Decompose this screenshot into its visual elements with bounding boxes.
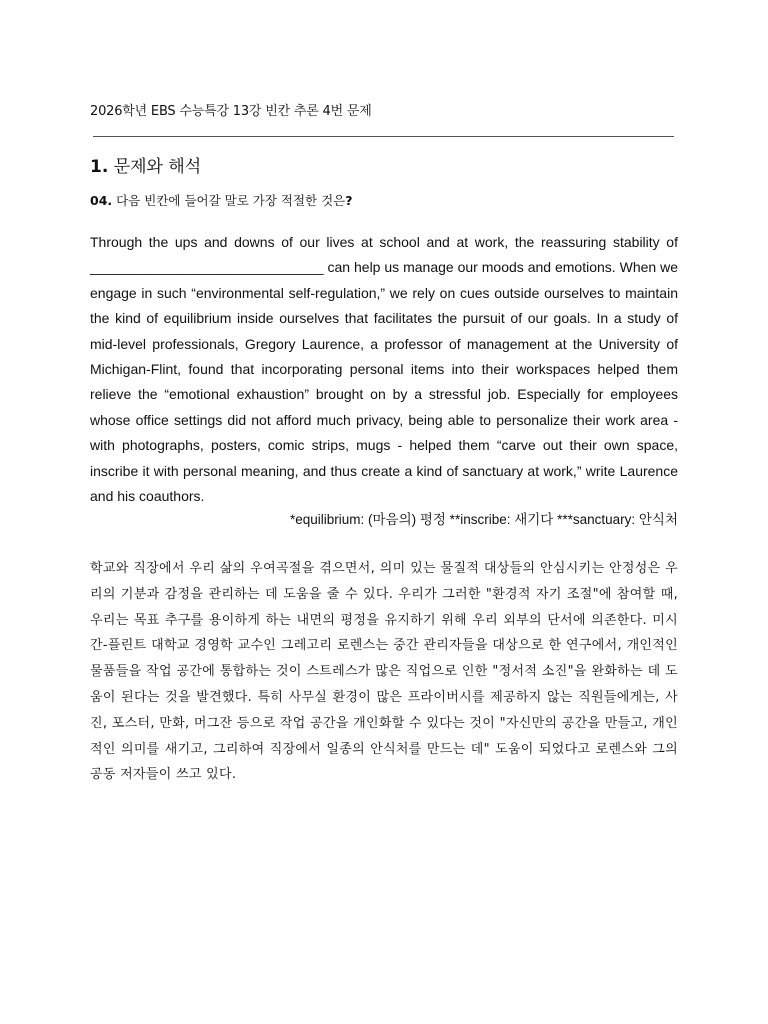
- document-page: [90, 0, 678, 1024]
- section-title: 문제와 해석: [113, 157, 202, 177]
- question-number: 04.: [90, 193, 113, 208]
- header-divider: [93, 136, 674, 137]
- section-number: 1.: [90, 157, 109, 177]
- question-text: 다음 빈칸에 들어갈 말로 가장 적절한 것은: [116, 193, 346, 208]
- korean-translation: 학교와 직장에서 우리 삶의 우여곡절을 겪으면서, 의미 있는 물질적 대상들의 안심시키는 안정성은 우리의 기분과 감정을 관리하는 데 도움을 줄 수 있다. 우리가 그러한 "환경적 자기 조절"에 참여할 때, 우리는 목표 추구를 용이하게 하는 내면의 평정을 유지하기 위해 우리 외부의 단서에 의존한다. 미시간-플린트 대학교 경영학 교수인 그레고리 로렌스는 중간 관리자들을 대상으로 한 연구에서, 개인적인 물품들을 작업 공간에 통합하는 것이 스트레스가 많은 직업으로 인한 "정서적 소진"을 완화하는 데 도움이 된다는 것을 발견했다. 특히 사무실 환경이 많은 프라이버시를 제공하지 않는 직원들에게는, 사진, 포스터, 만화, 머그잔 등으로 작업 공간을 개인화할 수 있다는 것이 "자신만의 공간을 만들고, 개인적인 의미를 새기고, 그리하여 직장에서 일종의 안식처를 만드는 데" 도움이 되었다고 로렌스와 그의 공동 저자들이 쓰고 있다.: [90, 561, 678, 783]
- question-prompt: [90, 191, 353, 209]
- english-passage: Through the ups and downs of our lives at school and at work, the reassuring stability of ______________________________ can help us manage our moods and emotions. When we engage in such “environmental self-regulation,” we rely on cues outside ourselves to maintain the kind of equilibrium inside ourselves that facilitates the pursuit of our goals. In a study of mid-level professionals, Gregory Laurence, a professor of management at the University of Michigan-Flint, found that incorporating personal items into their workspaces helped them relieve the “emotional exhaustion” brought on by a stressful job. Especially for employees whose office settings did not afford much privacy, being able to personalize their work area - with photographs, posters, comic strips, mugs - helped them “carve out their own space, inscribe it with personal meaning, and thus create a kind of sanctuary at work,” write Laurence and his coauthors.: [90, 234, 678, 505]
- section-heading: [90, 152, 201, 177]
- question-mark: ?: [345, 193, 353, 208]
- vocabulary-footnote: *equilibrium: (마음의) 평정 **inscribe: 새기다 ***sanctuary: 안식처: [289, 512, 678, 527]
- document-header: 2026학년 EBS 수능특강 13강 빈칸 추론 4번 문제: [90, 104, 372, 119]
